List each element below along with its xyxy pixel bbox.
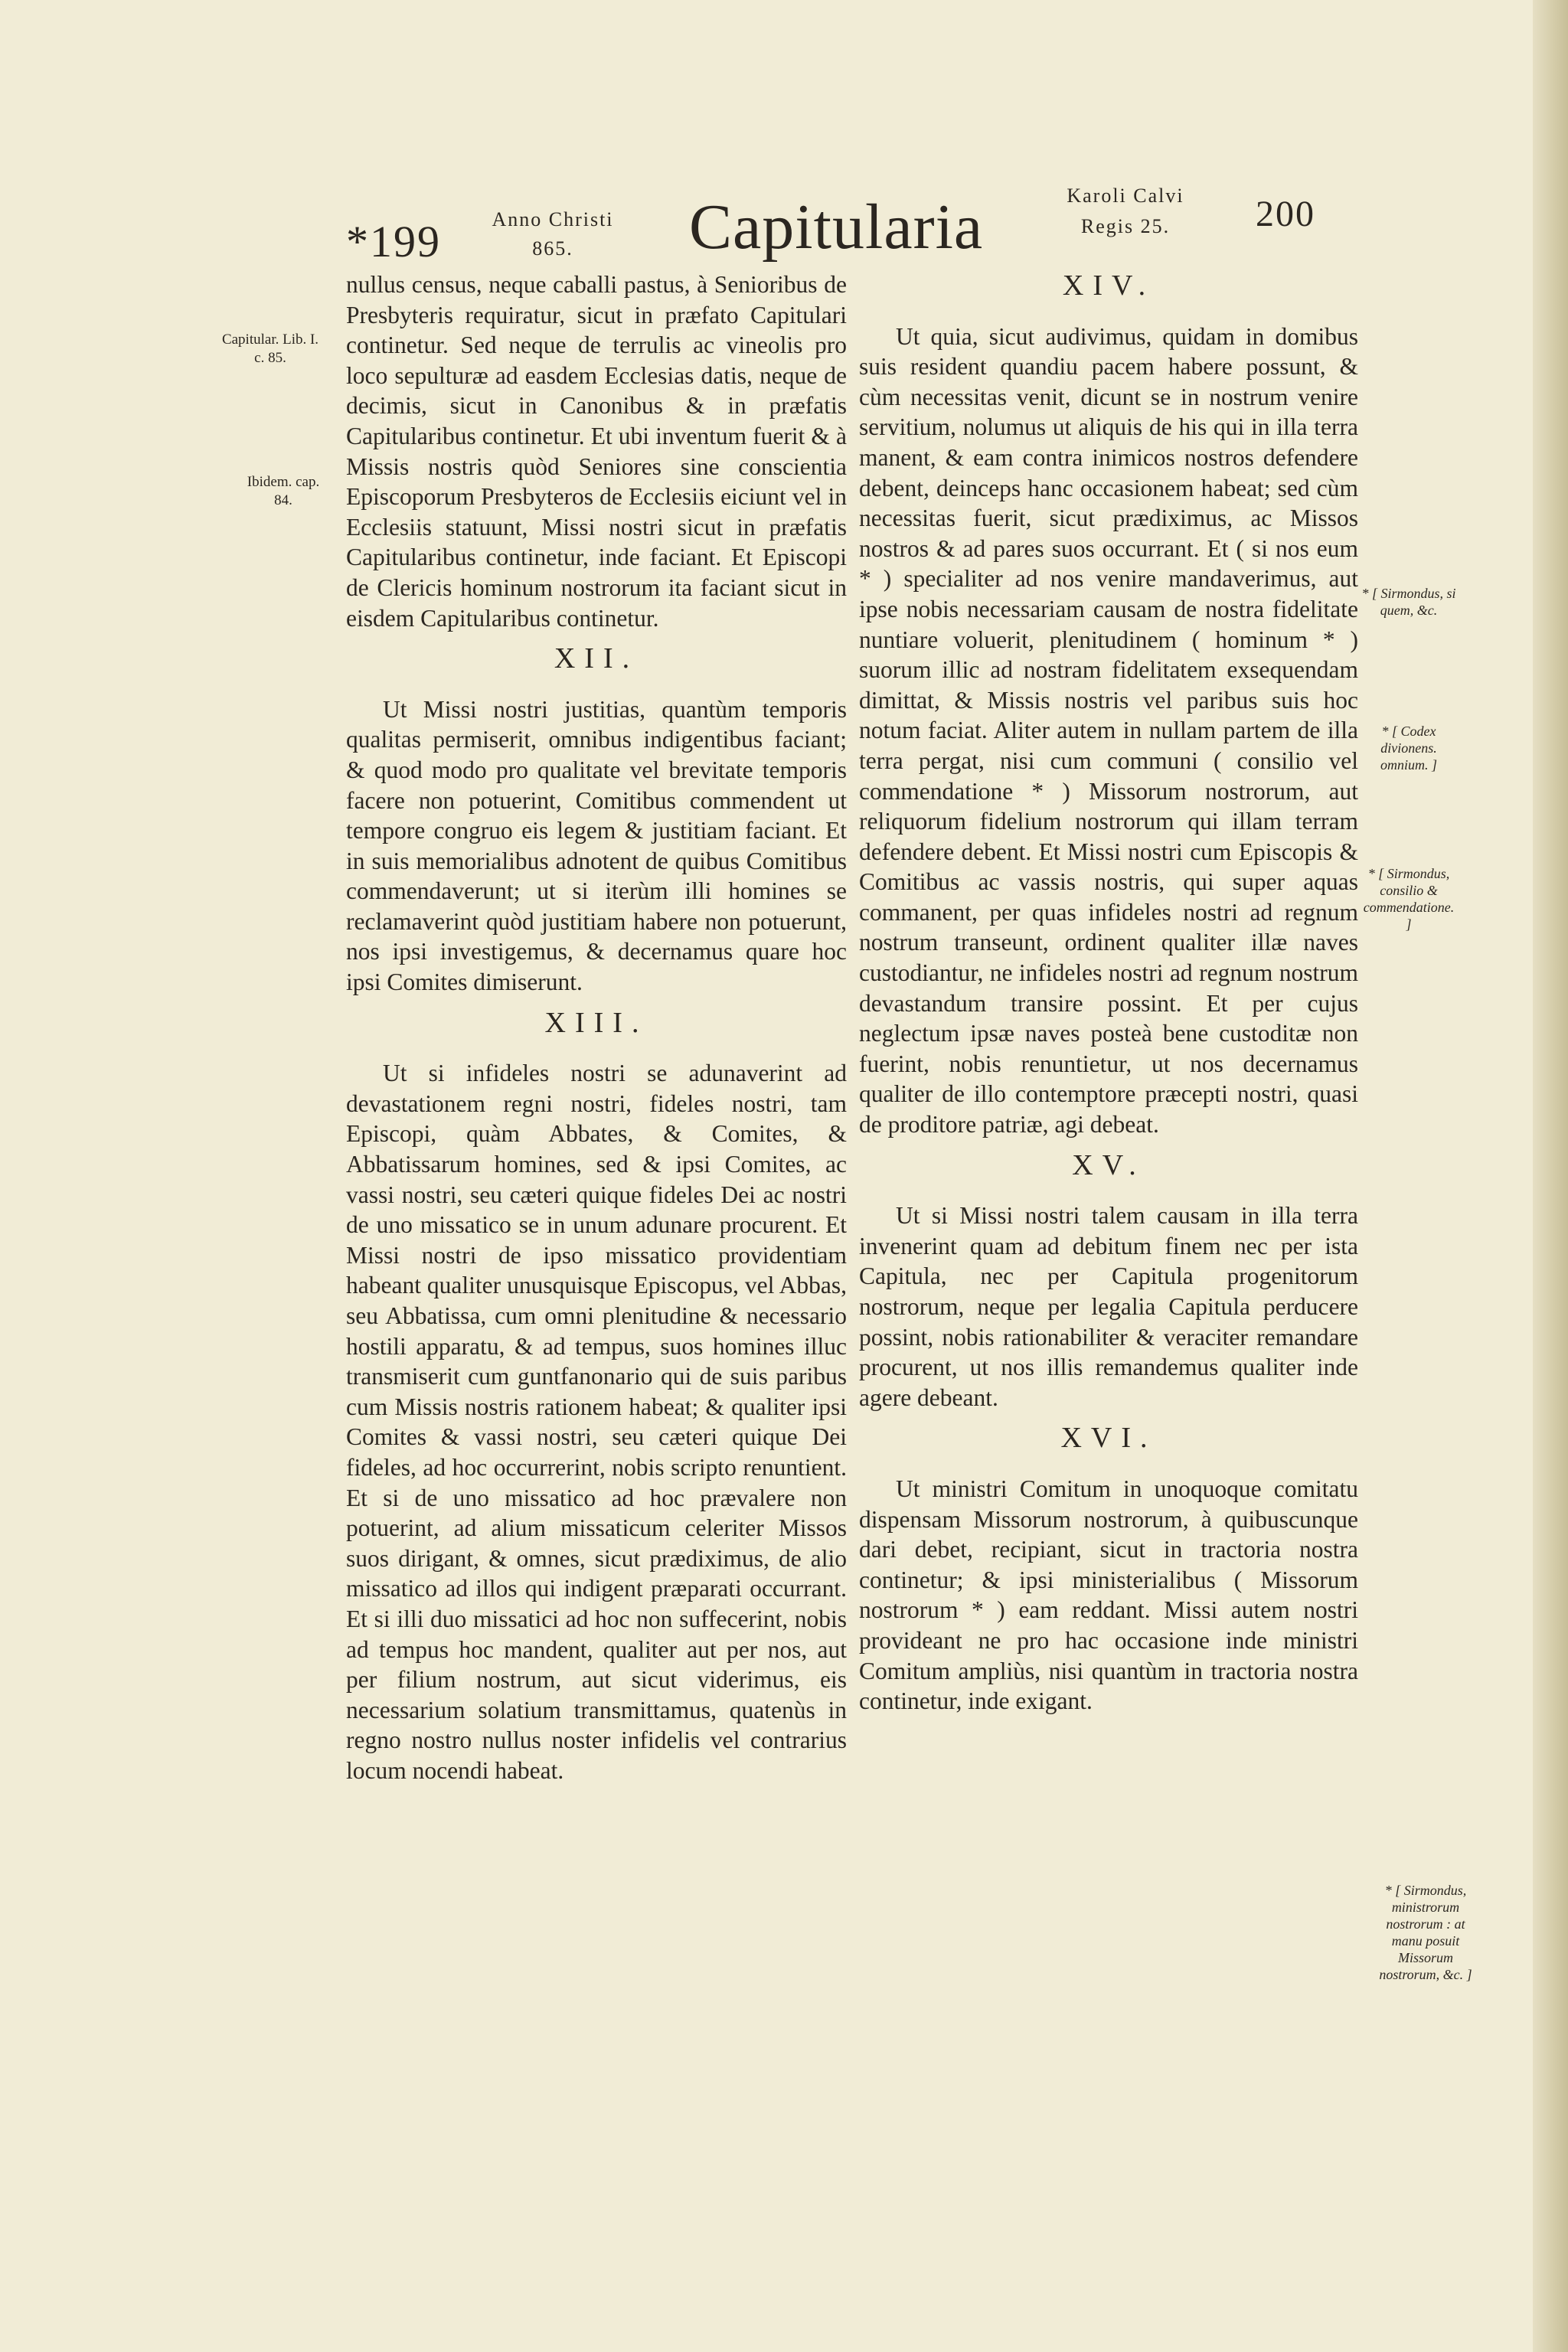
section-heading-12: XII. — [554, 642, 639, 675]
anno-christi — [469, 205, 637, 263]
page-number-right: 200 — [1256, 194, 1315, 234]
right-column — [859, 260, 1358, 1724]
section-heading-13: XIII. — [544, 1006, 648, 1039]
page-number-left: *199 — [346, 217, 441, 266]
margin-note-right-1: * [ Sirmondus, si quem, &c. — [1361, 586, 1456, 618]
section-heading-16: XVI. — [1060, 1422, 1157, 1455]
margin-note-left-1: Capitular. Lib. I. c. 85. — [221, 332, 319, 366]
regis-year: Regis 25. — [1080, 215, 1171, 237]
section-heading-15: XV. — [1072, 1148, 1145, 1181]
paragraph-12: Ut Missi nostri justitias, quantùm temporis qualitas permiserit, omnibus indigentibus faciant; & quod modo pro qualitate vel brevitate temporis facere non potuerint, Comitibus commendent ut tempore congruo eis legem & justitiam faciant. Et in suis memorialibus adnotent de quibus Comitibus commendaverunt; ut si iterùm illi homines se reclamaverint quòd justitiam habere non potuerunt, nos ipsi investigemus, & decernamus quare hoc ipsi Comites dimiserunt. — [346, 695, 847, 996]
karoli-label: Karoli Calvi — [1067, 185, 1184, 207]
paragraph-16: Ut ministri Comitum in unoquoque comitatu dispensam Missorum nostrorum, à quibuscunque dari debet, recipiant, sicut in tractoria nostra continetur; & ipsi ministerialibus ( Missorum nostrorum * ) eam reddant. Missi autem nostri provideant ne pro hac occasione inde ministri Comitum ampliùs, nisi quantùm in tractoria nostra continetur, inde exigant. — [859, 1475, 1358, 1715]
left-column — [346, 270, 847, 1794]
margin-note-right-3: * [ Sirmondus, consilio & commendatione. ] — [1363, 866, 1455, 932]
anno-year: 865. — [532, 237, 573, 260]
paragraph-14: Ut quia, sicut audivimus, quidam in domibus suis resident quandiu pacem habere possunt, & cùm necessitas venit, dicunt se in nostrum venire servitium, nolumus ut aliquis de his qui in illa terra manent, & eam contra inimicos nostros defendere debent, deinceps hanc occasionem habeat; sed cùm necessitas fuerit, sicut prædiximus, ac Missos nostros & ad pares suos occurrant. Et ( si nos eum * ) specialiter ad nos venire mandaverimus, aut ipse nobis necessariam causam de nostra fidelitate nuntiare voluerit, plenitudinem ( hominum * ) suorum illic ad nostram fidelitatem exsequendam dimittat, & Missis nostris vel paribus suis hoc notum faciat. Aliter autem in nullam partem de illa terra pergat, nisi cum communi ( consilio vel commendatione * ) Missorum nostrorum, aut reliquorum fidelium nostrorum qui illam terram defendere debent. Et Missi nostri cum Episcopis & Comitibus ac vassis nostris, qui super aquas commanent, per quas infideles nostri ad regnum nostrum transeunt, ordinent qualiter illæ naves custodiantur, ne infideles nostri ad regnum nostrum devastandum transire possint. Et per cujus neglectum ipsæ naves posteà bene custoditæ non fuerint, nobis renuntietur, ut nos decernamus qualiter de illo contemptore præcepti nostri, quasi de proditore patriæ, agi debeat. — [859, 322, 1358, 1138]
page-title: Capitularia — [689, 191, 984, 263]
section-heading-14: XIV. — [1062, 270, 1155, 302]
page-edge — [1533, 0, 1568, 2352]
margin-note-left-2: Ibidem. cap. 84. — [247, 474, 320, 508]
paragraph-15: Ut si Missi nostri talem causam in illa terra invenerint quam ad debitum finem nec per ista Capitula, nec per Capitula progenitorum nostrorum, neque per legalia Capitula perducere possint, nobis rationabiliter & veraciter remandare procurent, ut nos illis remandemus qualiter inde agere debeant. — [859, 1202, 1358, 1411]
anno-label: Anno Christi — [492, 208, 614, 230]
karoli-calvi — [1034, 181, 1217, 242]
margin-note-right-2: * [ Codex divionens. omnium. ] — [1380, 724, 1437, 773]
margin-note-right-4: * [ Sirmondus, ministrorum nostrorum : at manu posuit Missorum nostrorum, &c. ] — [1379, 1883, 1472, 1982]
paragraph-13: Ut si infideles nostri se adunaverint ad devastationem regni nostri, fideles nostri, tam Episcopi, quàm Abbates, & Comites, & Abbatissarum homines, sed & ipsi Comites, ac vassi nostri, seu cæteri quique fideles Dei ac nostri de uno missatico se in unum adunare procurent. Et Missi nostri de ipso missatico providentiam habeant qualiter unusquisque Episcopus, vel Abbas, seu Abbatissa, cum omni plenitudine & necessario hostili apparatu, & ad tempus, suos homines illuc transmiserit cum guntfanonario qui de suis paribus cum Missis nostris rationem habeat; & qualiter ipsi Comites & vassi nostri, seu cæteri quique Dei fideles, ad hoc occurrerint, nobis scripto renuntient. Et si de uno missatico ad hoc prævalere non potuerint, ad alium missaticum celeriter Missos suos dirigant, & omnes, sicut prædiximus, de alio missatico ad illos qui indigent præparati occurrant. Et si illi duo missatici ad hoc non suffecerint, nobis ad tempus hoc mandent, qualiter aut per nos, aut per filium nostrum, aut sicut viderimus, eis necessarium solatium transmittamus, quatenùs in regno nostro nullus noster infidelis vel contrarius locum nocendi habeat. — [346, 1060, 847, 1784]
paragraph-continued: nullus census, neque caballi pastus, à Senioribus de Presbyteris requiratur, sicut in præfato Capitulari continetur. Sed neque de terrulis ac vineolis pro loco sepulturæ ad easdem Ecclesias datis, neque de decimis, sicut in Canonibus & in præfatis Capitularibus continetur. Et ubi inventum fuerit & à Missis nostris quòd Seniores sine conscientia Episcoporum Presbyteros de Ecclesiis eiciunt vel in Ecclesiis statuunt, Missi nostri sicut in præfatis Capitularibus continetur, inde faciant. Et Episcopi de Clericis hominum nostrorum ita faciant sicut in eisdem Capitularibus continetur. — [346, 271, 847, 632]
